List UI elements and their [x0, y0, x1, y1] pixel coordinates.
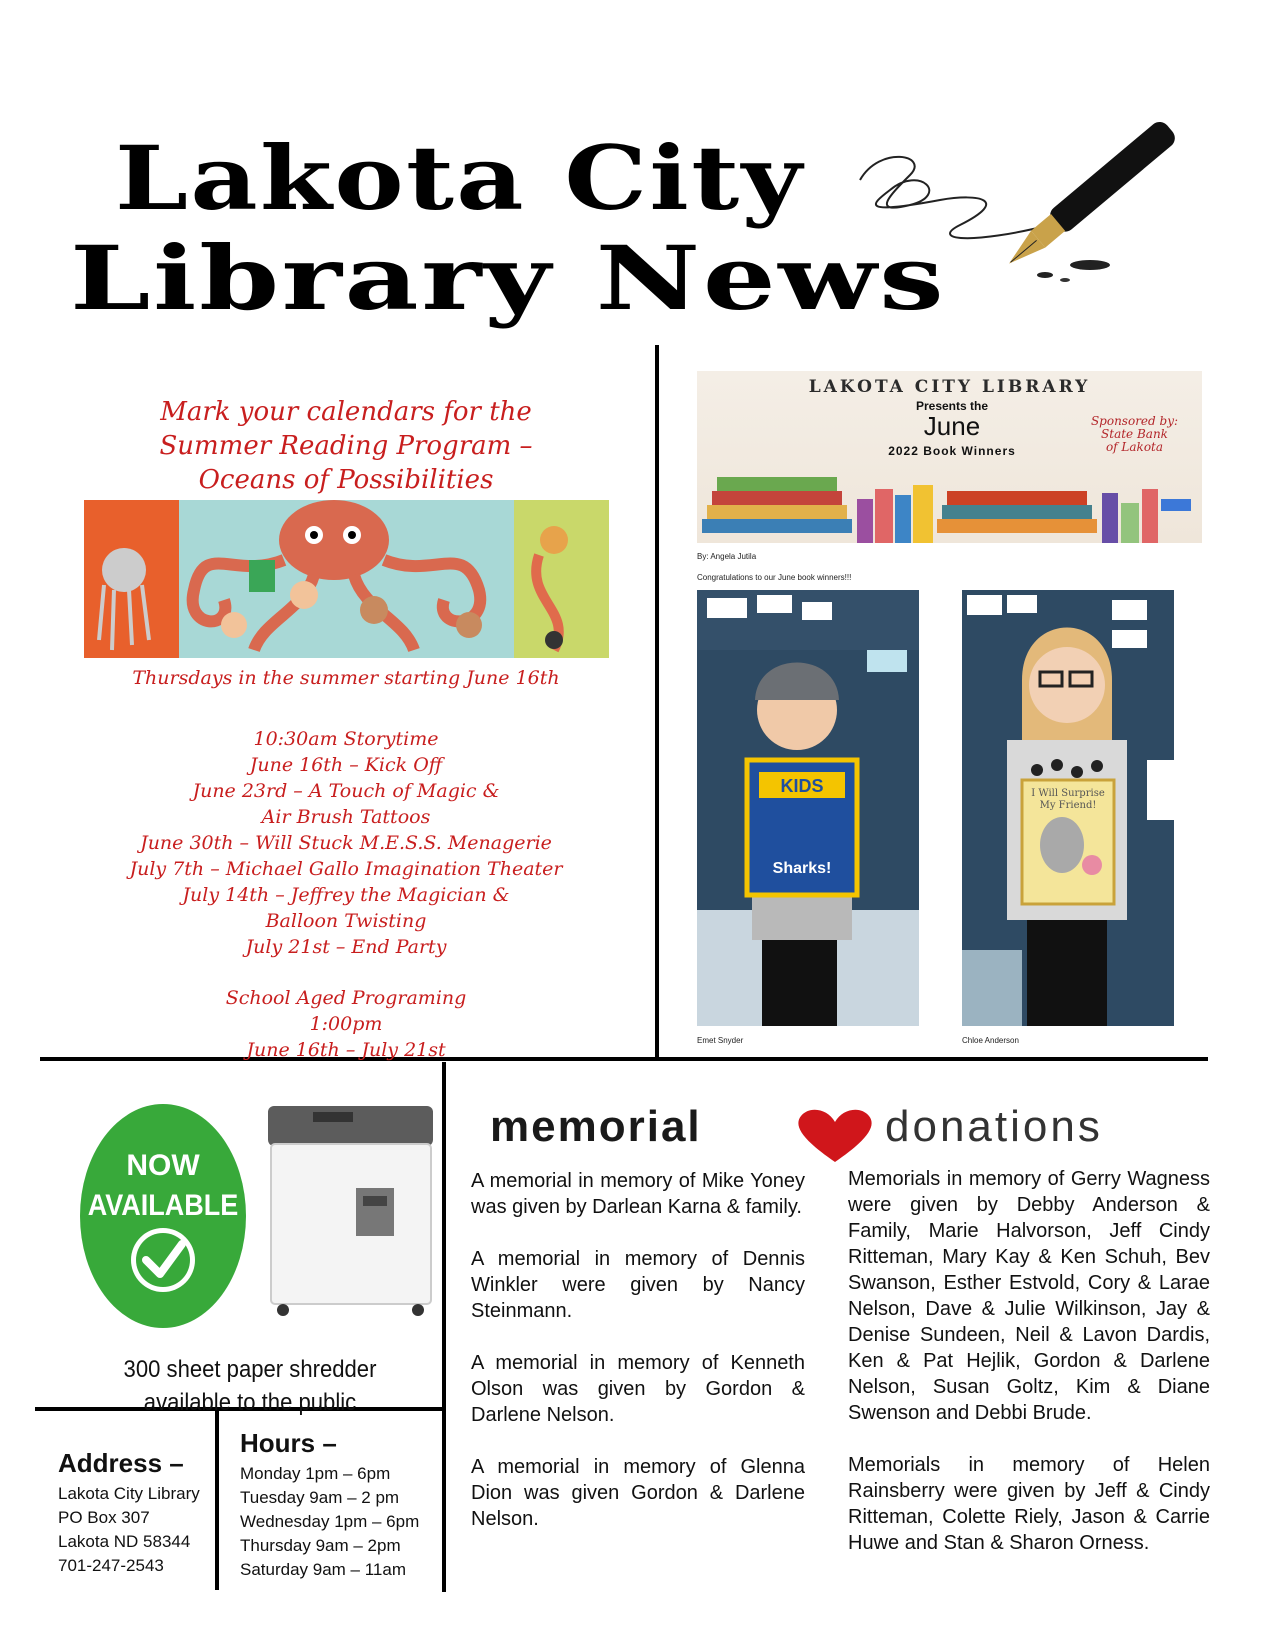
memorial-column-1	[471, 1168, 805, 1558]
book-stack-illustration	[697, 459, 1202, 543]
summer-reading-octopus-illustration	[84, 500, 609, 658]
event-line: June 23rd – A Touch of Magic &	[192, 780, 500, 802]
memorial-entry: Memorials in memory of Gerry Wagness were given by Debby Anderson & Family, Marie Halvorson, Jeff Cindy Ritteman, Mary Kay & Ken Schuh, Bev Swanson, Esther Estvold, Cory & Larae Nelson, Dave & Julie Wilkinson, Jay & Denise Sundeen, Neil & Lavon Dardis, Ken & Pat Hejlik, Gordon & Darlene Nelson, Susan Goltz, Kim & Diane Swenson and Debbi Brude.	[848, 1168, 1210, 1424]
summer-reading-events	[40, 726, 652, 960]
banner-sponsor: Sponsored by: State Bank of Lakota	[1090, 414, 1179, 454]
event-line: 10:30am Storytime	[253, 728, 439, 750]
address-block: Lakota City Library PO Box 307 Lakota ND 58344 701-247-2543	[58, 1484, 200, 1575]
masthead	[60, 120, 947, 330]
summer-reading-schedule: Thursdays in the summer starting June 16th	[132, 667, 560, 689]
address-heading: Address –	[58, 1448, 184, 1478]
book-title-sharks: Sharks!	[772, 860, 832, 877]
event-line: July 14th – Jeffrey the Magician &	[182, 884, 510, 906]
book-winners-banner: LAKOTA CITY LIBRARY Presents the June 2022 Book Winners Sponsored by: State Bank of Lakota	[697, 371, 1202, 543]
book-title-surprise: I Will Surprise My Friend!	[1031, 788, 1105, 811]
memorial-entry: A memorial in memory of Dennis Winkler were given by Nancy Steinmann.	[471, 1248, 805, 1322]
summer-reading-title: Mark your calendars for the Summer Reading Program – Oceans of Possibilities	[159, 397, 533, 495]
memorial-entry: A memorial in memory of Glenna Dion was given Gordon & Darlene Nelson.	[471, 1456, 805, 1530]
school-aged-programming: School Aged Programing 1:00pm June 16th – July 21st	[225, 987, 467, 1061]
masthead-title-line2: Library News	[70, 226, 947, 330]
event-line: Air Brush Tattoos	[261, 806, 431, 828]
paper-shredder-image	[263, 1098, 438, 1320]
heart-icon	[793, 1104, 877, 1166]
winner-photo-chloe	[962, 590, 1174, 1026]
event-line: June 16th – Kick Off	[249, 754, 443, 776]
column-divider	[442, 1062, 446, 1592]
memorial-entry: Memorials in memory of Helen Rainsberry were given by Jeff & Cindy Ritteman, Colette Riely, Jason & Carrie Huwe and Stan & Sharon Orness.	[848, 1454, 1210, 1554]
banner-library-name: LAKOTA CITY LIBRARY	[808, 377, 1091, 397]
winner-caption: Chloe Anderson	[962, 1036, 1019, 1045]
event-line: June 30th – Will Stuck M.E.S.S. Menagerie	[140, 832, 552, 854]
memorial-column-2	[848, 1166, 1210, 1582]
masthead-title-line1: Lakota City	[115, 126, 805, 230]
column-divider	[215, 1410, 219, 1590]
article-congrats: Congratulations to our June book winners!!!	[697, 573, 852, 582]
event-line: Balloon Twisting	[265, 910, 427, 932]
now-available-badge: NOW AVAILABLE	[78, 1102, 248, 1330]
banner-month: June	[923, 411, 981, 441]
shredder-caption: 300 sheet paper shredder available to the public	[123, 1356, 377, 1416]
hours-block: Monday 1pm – 6pm Tuesday 9am – 2 pm Wednesday 1pm – 6pm Thursday 9am – 2pm Saturday 9am – 11am	[240, 1464, 420, 1579]
memorial-entry: A memorial in memory of Kenneth Olson was given by Gordon & Darlene Nelson.	[471, 1352, 805, 1426]
event-line: July 7th – Michael Gallo Imagination Theater	[129, 858, 563, 880]
article-byline: By: Angela Jutila	[697, 552, 757, 561]
book-title-kids: KIDS	[780, 776, 824, 796]
event-line: July 21st – End Party	[245, 936, 447, 958]
fountain-pen-icon	[850, 105, 1200, 295]
column-divider	[655, 345, 659, 1060]
winner-caption: Emet Snyder	[697, 1036, 744, 1045]
hours-heading: Hours –	[240, 1428, 337, 1458]
memorial-entry: A memorial in memory of Mike Yoney was given by Darlean Karna & family.	[471, 1170, 805, 1218]
winner-photo-emet	[697, 590, 919, 1026]
memorial-donations-logo: memorial donations	[490, 1100, 1200, 1162]
